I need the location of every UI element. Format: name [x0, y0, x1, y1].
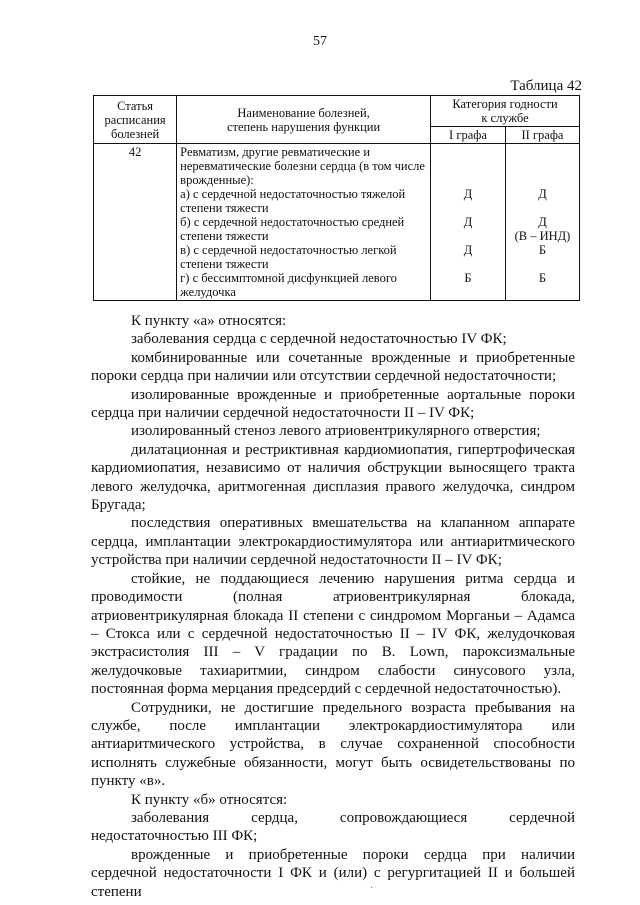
paragraph: дилатационная и рестриктивная кардиомиопатия, гипертрофическая кардиомиопатия, независимо от наличия обструкции выносящего тракта левого желудочка, аритмогенная дисплазия правого желудочка, синдром Бругада;	[91, 441, 575, 514]
item-b-col2: Д	[538, 215, 547, 229]
page-number: 57	[313, 34, 327, 49]
item-a-name: а) с сердечной недостаточностью тяжелой степени тяжести	[180, 187, 406, 215]
header-column-2: II графа	[505, 127, 579, 144]
scan-mark: ·	[370, 883, 374, 894]
table-caption: Таблица 42	[510, 78, 582, 94]
paragraph: изолированный стеноз левого атриовентрикулярного отверстия;	[131, 423, 541, 440]
paragraph: К пункту «б» относятся:	[131, 791, 288, 808]
item-d-col1: Б	[464, 271, 472, 285]
item-d-name: г) с бессимптомной дисфункцией левого желудочка	[180, 271, 397, 299]
paragraph: Сотрудники, не достигшие предельного возраста пребывания на службе, после имплантации электрокардиостимулятора или антиаритмического устройства, в случае сохраненной способности исполнять служебные обязанности, могут быть освидетельствованы по пункту «в».	[91, 699, 575, 790]
document-body	[91, 312, 575, 901]
item-c-col2: Б	[538, 243, 547, 257]
item-d-col2: Б	[538, 271, 547, 285]
paragraph: врожденные и приобретенные пороки сердца при наличии сердечной недостаточности I ФК и (или) с регургитацией II и большей степени	[91, 846, 575, 900]
item-c-col1: Д	[463, 243, 473, 257]
header-article: Статья расписания болезней	[94, 96, 177, 144]
paragraph: стойкие, не поддающиеся лечению нарушения ритма сердца и проводимости (полная атриовентрикулярная блокада, атриовентрикулярная блокада II степени с синдромом Морганьи – Адамса – Стокса или с сердечной недостаточностью II – IV ФК, желудочковая экстрасистолия III – V градации по B. Lown, пароксизмальные желудочковые тахиаритмии, синдром слабости синусового узла, постоянная форма мерцания предсердий с сердечной недостаточностью).	[91, 570, 575, 698]
header-disease-name: Наименование болезней, степень нарушения функции	[177, 96, 431, 144]
item-c-name: в) с сердечной недостаточностью легкой степени тяжести	[180, 243, 397, 271]
item-b-col2-note: (В – ИНД)	[514, 229, 571, 243]
article-number: 42	[94, 144, 177, 301]
item-a-col1: Д	[463, 187, 473, 201]
paragraph: последствия оперативных вмешательства на клапанном аппарате сердца, имплантации электрокардиостимулятора или антиаритмического устройства при наличии сердечной недостаточности II – IV ФК;	[91, 515, 575, 569]
fitness-table	[93, 95, 580, 301]
item-b-name: б) с сердечной недостаточностью средней степени тяжести	[180, 215, 405, 243]
paragraph: изолированные врожденные и приобретенные аортальные пороки сердца при наличии сердечной недостаточности II – IV ФК;	[91, 386, 575, 422]
item-b-col1: Д	[463, 215, 473, 229]
paragraph: заболевания сердца, сопровождающиеся сердечной недостаточностью III ФК;	[91, 809, 575, 845]
item-a-col2: Д	[538, 187, 547, 201]
paragraph: К пункту «а» относятся:	[131, 313, 287, 329]
paragraph: заболевания сердца с сердечной недостаточностью IV ФК;	[131, 331, 507, 348]
header-column-1: I графа	[431, 127, 506, 144]
disease-intro: Ревматизм, другие ревматические и неревматические болезни сердца (в том числе врожденные):	[180, 145, 425, 187]
column-2-values	[505, 144, 579, 301]
table-row	[94, 144, 580, 301]
paragraph: комбинированные или сочетанные врожденные и приобретенные пороки сердца при наличии или отсутствии сердечной недостаточности;	[91, 349, 575, 385]
disease-description	[177, 144, 431, 301]
column-1-values	[431, 144, 506, 301]
header-category: Категория годности к службе	[431, 96, 580, 127]
